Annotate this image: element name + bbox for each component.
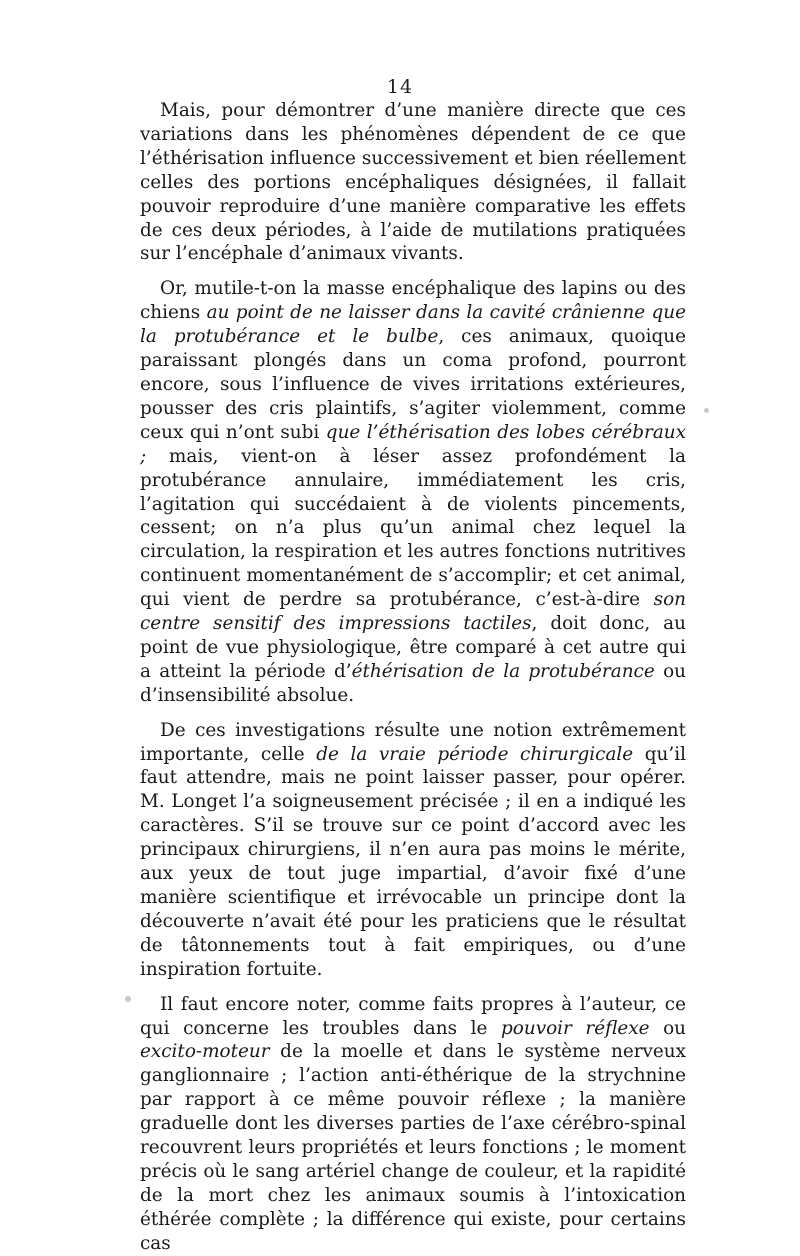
paragraph-4-text: de la moelle et dans le système nerveux ganglionnaire ; l’action anti-éthérique de la strychnine par rapport à ce même pouvoir réflexe ; la manière graduelle dont les diverses parties de l’axe cérébro-spinal recouvrent leurs propriétés et leurs fonctions ; le moment précis où le sang artériel change de couleur, et la rapidité de la mort chez les animaux soumis à l’intoxication éthérée complète ; la différence qui existe, pour certains cas <box>140 1041 686 1254</box>
paragraph-2-italic-centre-sensitif: son centre sensitif des impressions tactiles <box>140 589 686 635</box>
paragraph-2-text: mais, vient-on à léser assez profondément la protubérance annulaire, immédiatement les cris, l’agitation qui succédaient à de violents pincements, cessent; on n’a plus qu’un animal chez lequel la circulation, la respiration et les autres fonctions nutritives continuent momentanément de s’accomplir; et cet animal, qui vient de perdre sa protubérance, c’est-à-dire <box>140 445 686 611</box>
page-number: 14 <box>386 76 414 98</box>
paragraph-4-italic-excito-moteur: excito-moteur <box>140 1041 270 1063</box>
paragraph-2-italic-protuberance-bulbe: au point de ne laisser dans la cavité crânienne que la protubérance et le bulbe <box>140 302 686 348</box>
paragraph-2-text: , ces animaux, quoique paraissant plongés dans un coma profond, pourront encore, sous l’influence de vives irritations extérieures, pousser des cris plaintifs, s’agiter violemment, comme ceux qui n’ont subi <box>140 326 687 443</box>
paragraph-1-text: Mais, pour démontrer d’une manière directe que ces variations dans les phénomènes dépendent de ce que l’éthérisation influence successivement et bien réellement celles des portions encéphaliques désignées, il fallait pouvoir reproduire d’une manière comparative les effets de ces deux périodes, à l’aide de mutilations pratiquées sur l’encéphale d’animaux vivants. <box>140 100 686 265</box>
paragraph-3-italic-periode-chirurgicale: de la vraie période chirurgicale <box>316 743 634 765</box>
paragraph-2-italic-ethérisation-protuberance: éthérisation de la protubérance <box>351 660 655 682</box>
paragraph-4 <box>140 993 686 1256</box>
paragraph-4-italic-pouvoir-reflexe: pouvoir réflexe <box>501 1017 650 1039</box>
paragraph-1 <box>140 99 686 266</box>
paper-speck <box>125 996 131 1002</box>
paragraph-2 <box>140 277 686 707</box>
paragraph-3-text: De ces investigations résulte une notion extrêmement importante, celle <box>140 719 686 765</box>
paragraph-2-text: , doit donc, au point de vue physiologique, être comparé à cet autre qui a atteint la période d’ <box>140 613 686 682</box>
paragraph-3 <box>140 719 686 982</box>
paragraph-2-text: Or, mutile-t-on la masse encéphalique des lapins ou des chiens <box>140 278 686 324</box>
paper-speck <box>704 408 709 413</box>
paragraph-4-text: ou <box>649 1017 687 1039</box>
paragraph-2-text: ou d’insensibilité absolue. <box>140 660 686 706</box>
body-text <box>140 99 686 1256</box>
paragraph-4-text: Il faut encore noter, comme faits propres à l’auteur, ce qui concerne les troubles dans le <box>140 993 686 1039</box>
paragraph-3-text: qu’il faut attendre, mais ne point laisser passer, pour opérer. M. Longet l’a soigneusement précisée ; il en a indiqué les caractères. S’il se trouve sur ce point d’accord avec les principaux chirurgiens, il n’en aura pas moins le mérite, aux yeux de tout juge impartial, d’avoir fixé d’une manière scientifique et irrévocable un principe dont la découverte n’avait été pour les praticiens que le résultat de tâtonnements tout à fait empiriques, ou d’une inspiration fortuite. <box>140 743 686 980</box>
paragraph-2-italic-ethérisation-lobes: que l’éthérisation des lobes cérébraux ; <box>140 421 686 467</box>
